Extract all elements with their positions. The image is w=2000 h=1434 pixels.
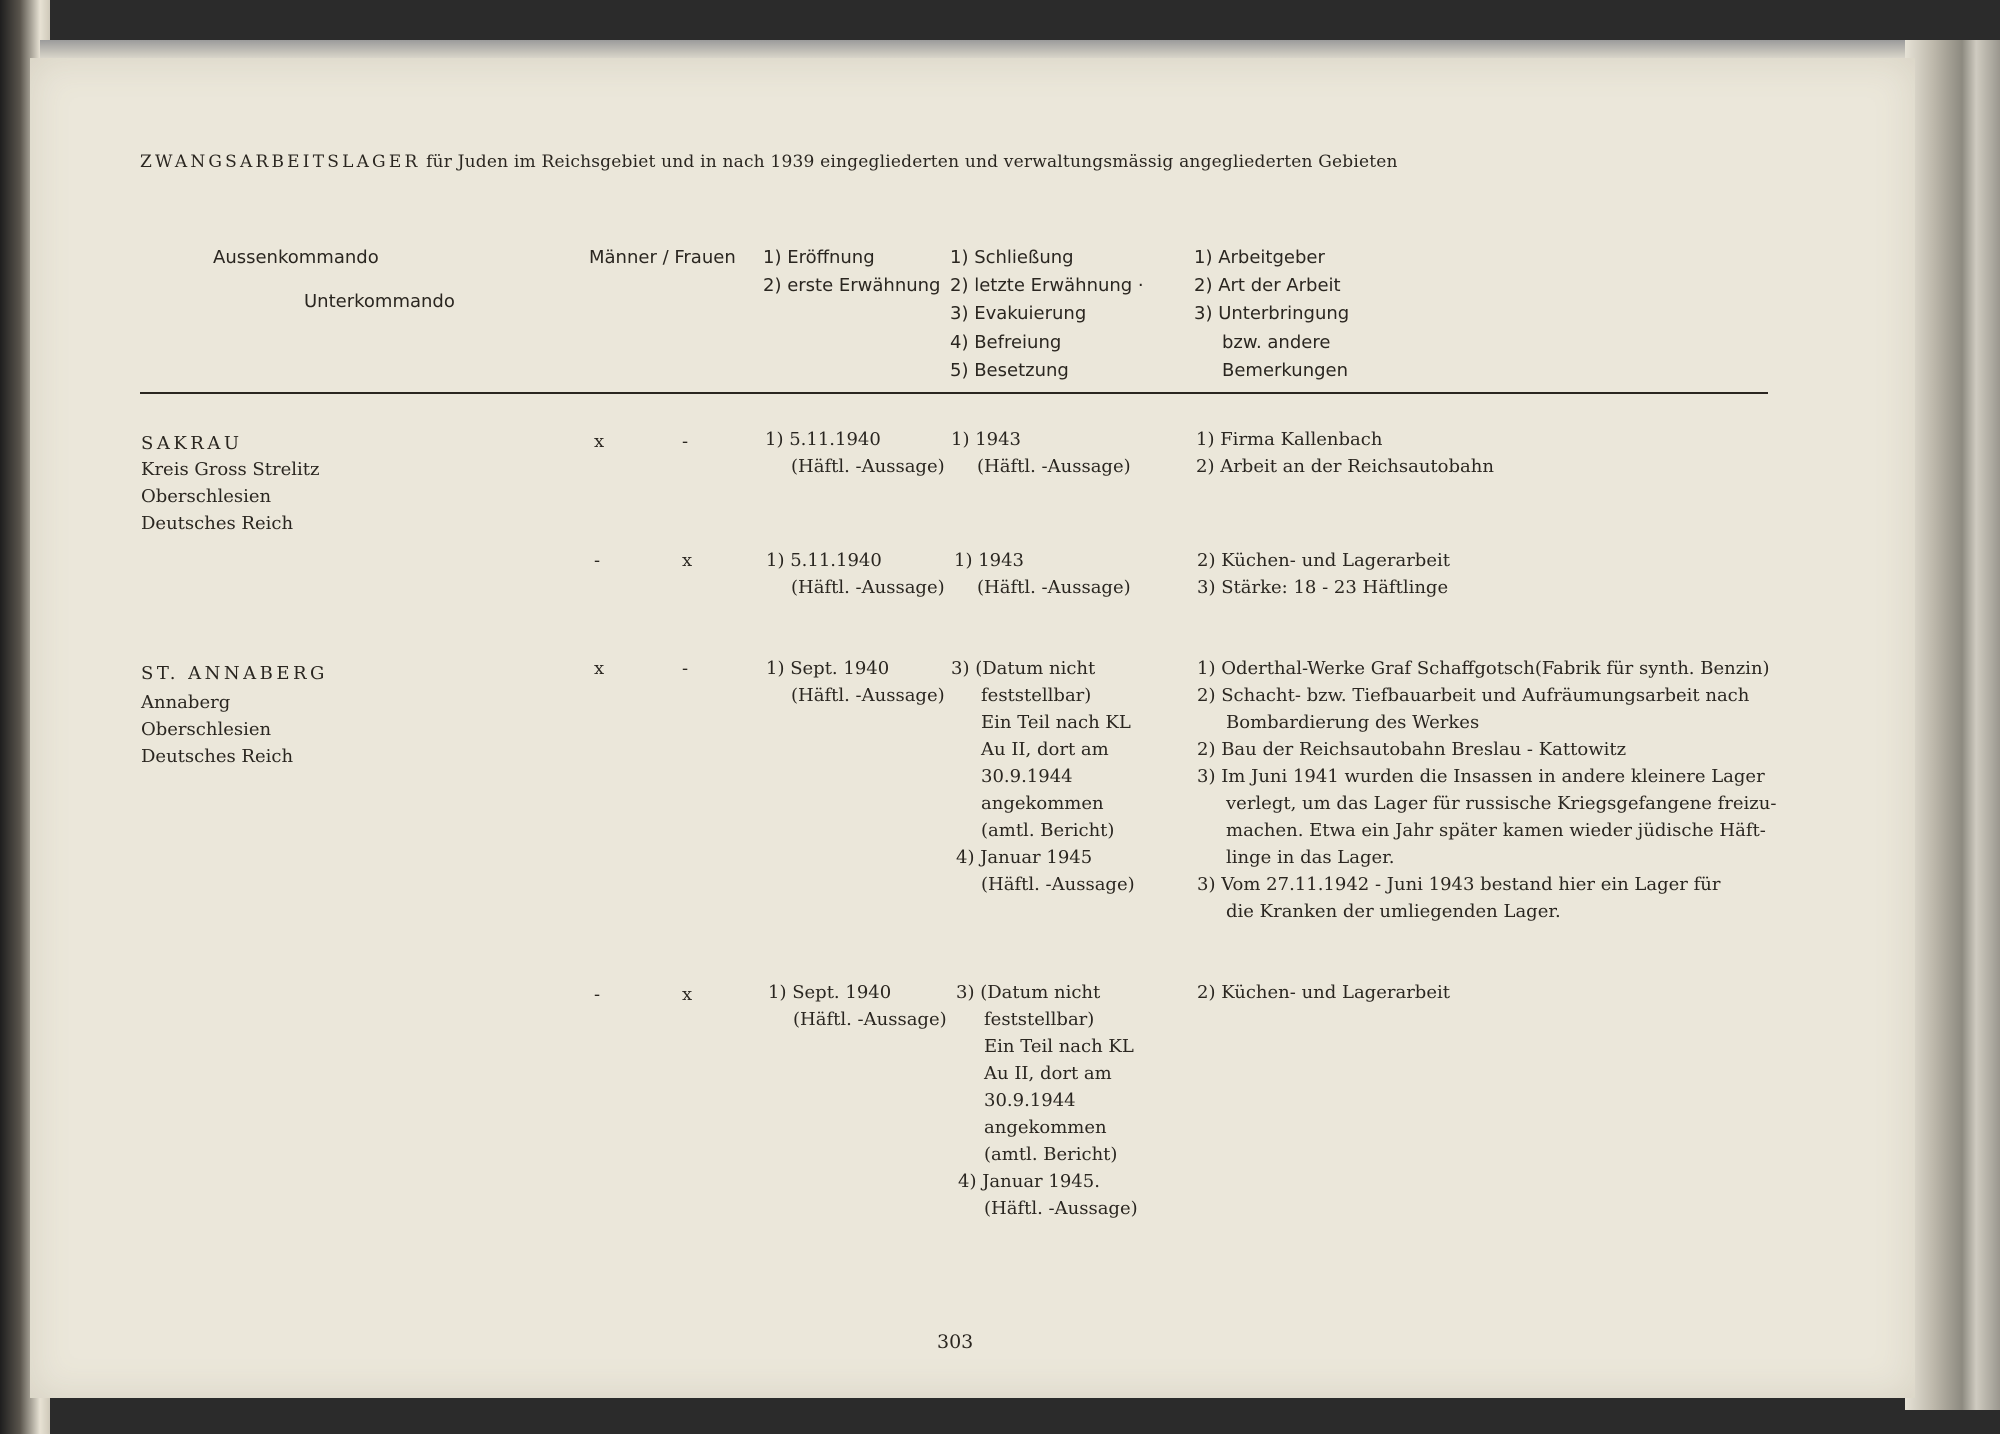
entry-place-line: Deutsches Reich (141, 746, 294, 767)
entry-women-mark: - (682, 658, 689, 679)
entry-closing-line: Ein Teil nach KL (981, 712, 1131, 733)
entry-closing-line: (Häftl. -Aussage) (981, 874, 1135, 895)
entry-place-name: SAKRAU (141, 433, 243, 454)
entry-place-name: ST. ANNABERG (141, 663, 328, 684)
entry-opening-line: (Häftl. -Aussage) (791, 577, 945, 598)
entry-opening-line: 1) 5.11.1940 (765, 429, 881, 450)
entry-closing-line: 3) (Datum nicht (956, 982, 1101, 1003)
entry-women-mark: x (682, 550, 693, 571)
entry-place-line: Oberschlesien (141, 719, 272, 740)
header-unterkommando: Unterkommando (304, 291, 455, 312)
entry-closing-line: angekommen (984, 1117, 1107, 1138)
entry-closing-line: (Häftl. -Aussage) (977, 456, 1131, 477)
header-notes-1: 1) Arbeitgeber (1194, 247, 1325, 268)
entry-notes-line: 1) Firma Kallenbach (1196, 429, 1383, 450)
page-number: 303 (937, 1331, 974, 1353)
entry-place-line: Oberschlesien (141, 486, 272, 507)
header-notes-3: 3) Unterbringung (1194, 303, 1350, 324)
entry-men-mark: - (594, 984, 601, 1005)
entry-closing-line: 1) 1943 (954, 550, 1025, 571)
entry-notes-line: Bombardierung des Werkes (1226, 712, 1480, 733)
header-closing-4: 4) Befreiung (950, 332, 1062, 353)
title-spaced: ZWANGSARBEITSLAGER (140, 152, 421, 172)
entry-closing-line: Au II, dort am (981, 739, 1109, 760)
entry-opening-line: (Häftl. -Aussage) (791, 685, 945, 706)
entry-notes-line: 2) Arbeit an der Reichsautobahn (1196, 456, 1494, 477)
entry-men-mark: x (594, 431, 605, 452)
entry-closing-line: 30.9.1944 (981, 766, 1073, 787)
header-notes-5: Bemerkungen (1222, 360, 1349, 381)
entry-notes-line: 3) Vom 27.11.1942 - Juni 1943 bestand hier ein Lager für (1197, 874, 1721, 895)
header-opening-1: 1) Eröffnung (763, 247, 875, 268)
entry-closing-line: angekommen (981, 793, 1104, 814)
entry-women-mark: - (682, 431, 689, 452)
page-title (140, 154, 1398, 171)
header-notes-2: 2) Art der Arbeit (1194, 275, 1341, 296)
entry-notes-line: 2) Schacht- bzw. Tiefbauarbeit und Aufräumungsarbeit nach (1197, 685, 1750, 706)
entry-closing-line: (amtl. Bericht) (984, 1144, 1118, 1165)
entry-closing-line: (amtl. Bericht) (981, 820, 1115, 841)
entry-closing-line: (Häftl. -Aussage) (977, 577, 1131, 598)
header-aussenkommando: Aussenkommando (213, 247, 379, 268)
entry-notes-line: 1) Oderthal-Werke Graf Schaffgotsch(Fabrik für synth. Benzin) (1197, 658, 1770, 679)
entry-closing-line: 30.9.1944 (984, 1090, 1076, 1111)
entry-closing-line: 1) 1943 (951, 429, 1022, 450)
entry-notes-line: 3) Stärke: 18 - 23 Häftlinge (1197, 577, 1449, 598)
entry-closing-line: 3) (Datum nicht (951, 658, 1096, 679)
entry-opening-line: 1) 5.11.1940 (766, 550, 882, 571)
entry-notes-line: 3) Im Juni 1941 wurden die Insassen in andere kleinere Lager (1197, 766, 1765, 787)
entry-opening-line: (Häftl. -Aussage) (793, 1009, 947, 1030)
entry-men-mark: x (594, 658, 605, 679)
entry-notes-line: die Kranken der umliegenden Lager. (1226, 901, 1561, 922)
book-edge-right (1905, 40, 2000, 1410)
entry-notes-line: 2) Küchen- und Lagerarbeit (1197, 550, 1450, 571)
entry-notes-line: 2) Bau der Reichsautobahn Breslau - Kattowitz (1197, 739, 1627, 760)
entry-opening-line: 1) Sept. 1940 (768, 982, 892, 1003)
entry-place-line: Kreis Gross Strelitz (141, 459, 320, 480)
entry-notes-line: 2) Küchen- und Lagerarbeit (1197, 982, 1450, 1003)
entry-closing-line: Ein Teil nach KL (984, 1036, 1134, 1057)
entry-place-line: Annaberg (141, 692, 231, 713)
entry-notes-line: linge in das Lager. (1226, 847, 1395, 868)
entry-closing-line: feststellbar) (984, 1009, 1095, 1030)
entry-men-mark: - (594, 550, 601, 571)
entry-closing-line: (Häftl. -Aussage) (984, 1198, 1138, 1219)
entry-closing-line: feststellbar) (981, 685, 1092, 706)
entry-closing-line: Au II, dort am (984, 1063, 1112, 1084)
entry-opening-line: 1) Sept. 1940 (766, 658, 890, 679)
entry-place-line: Deutsches Reich (141, 513, 294, 534)
title-rest: für Juden im Reichsgebiet und in nach 1939 eingegliederten und verwaltungsmässig angegliederten Gebieten (426, 152, 1398, 172)
entry-notes-line: verlegt, um das Lager für russische Kriegsgefangene freizu- (1226, 793, 1777, 814)
entry-closing-line: 4) Januar 1945. (958, 1171, 1100, 1192)
header-maenner-frauen: Männer / Frauen (589, 247, 736, 268)
header-divider (140, 392, 1768, 394)
header-notes-4: bzw. andere (1222, 332, 1331, 353)
header-closing-1: 1) Schließung (950, 247, 1074, 268)
header-closing-3: 3) Evakuierung (950, 303, 1087, 324)
entry-women-mark: x (682, 984, 693, 1005)
entry-notes-line: machen. Etwa ein Jahr später kamen wieder jüdische Häft- (1226, 820, 1766, 841)
header-opening-2: 2) erste Erwähnung (763, 275, 941, 296)
entry-opening-line: (Häftl. -Aussage) (791, 456, 945, 477)
entry-closing-line: 4) Januar 1945 (956, 847, 1093, 868)
header-closing-2: 2) letzte Erwähnung · (950, 275, 1144, 296)
header-closing-5: 5) Besetzung (950, 360, 1069, 381)
